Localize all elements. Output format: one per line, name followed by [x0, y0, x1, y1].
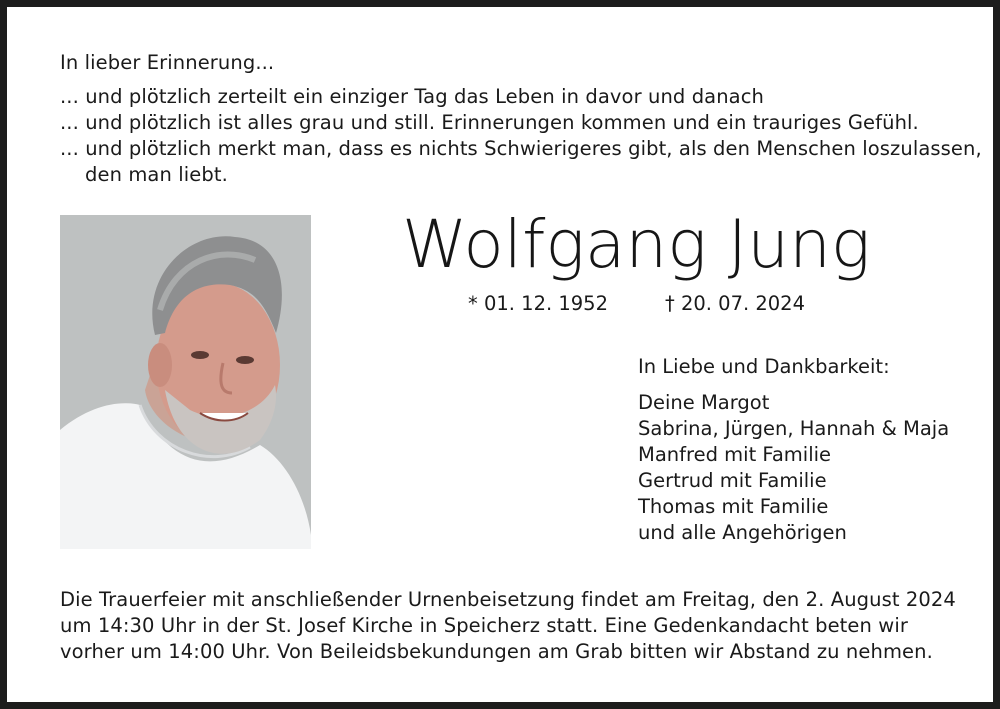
portrait-photo: [60, 215, 311, 549]
family-member: Gertrud mit Familie: [638, 469, 827, 492]
poem-line-4: den man liebt.: [85, 163, 228, 186]
birth-date: * 01. 12. 1952: [468, 292, 608, 315]
portrait-illustration: [60, 215, 311, 549]
family-heading: In Liebe und Dankbarkeit:: [638, 355, 890, 378]
service-info-line-2: um 14:30 Uhr in der St. Josef Kirche in Speicherz statt. Eine Gedenkandacht beten wir: [60, 614, 908, 637]
family-member: und alle Angehörigen: [638, 521, 847, 544]
poem-line-2: ... und plötzlich ist alles grau und still. Erinnerungen kommen und ein trauriges Gefühl.: [60, 111, 919, 134]
service-info-line-1: Die Trauerfeier mit anschließender Urnenbeisetzung findet am Freitag, den 2. August 2024: [60, 588, 956, 611]
family-member: Thomas mit Familie: [638, 495, 829, 518]
service-info-line-3: vorher um 14:00 Uhr. Von Beileidsbekundungen am Grab bitten wir Abstand zu nehmen.: [60, 640, 933, 663]
family-member: Manfred mit Familie: [638, 443, 832, 466]
poem-line-3: ... und plötzlich merkt man, dass es nichts Schwierigeres gibt, als den Menschen loszulassen,: [60, 137, 982, 160]
poem-line-1: ... und plötzlich zerteilt ein einziger Tag das Leben in davor und danach: [60, 85, 765, 108]
death-date: † 20. 07. 2024: [665, 292, 805, 315]
family-member: Sabrina, Jürgen, Hannah & Maja: [638, 417, 950, 440]
family-member: Deine Margot: [638, 391, 770, 414]
family-block: [638, 354, 949, 546]
deceased-name: Wolfgang Jung: [402, 206, 871, 283]
intro-line: In lieber Erinnerung...: [60, 51, 275, 74]
